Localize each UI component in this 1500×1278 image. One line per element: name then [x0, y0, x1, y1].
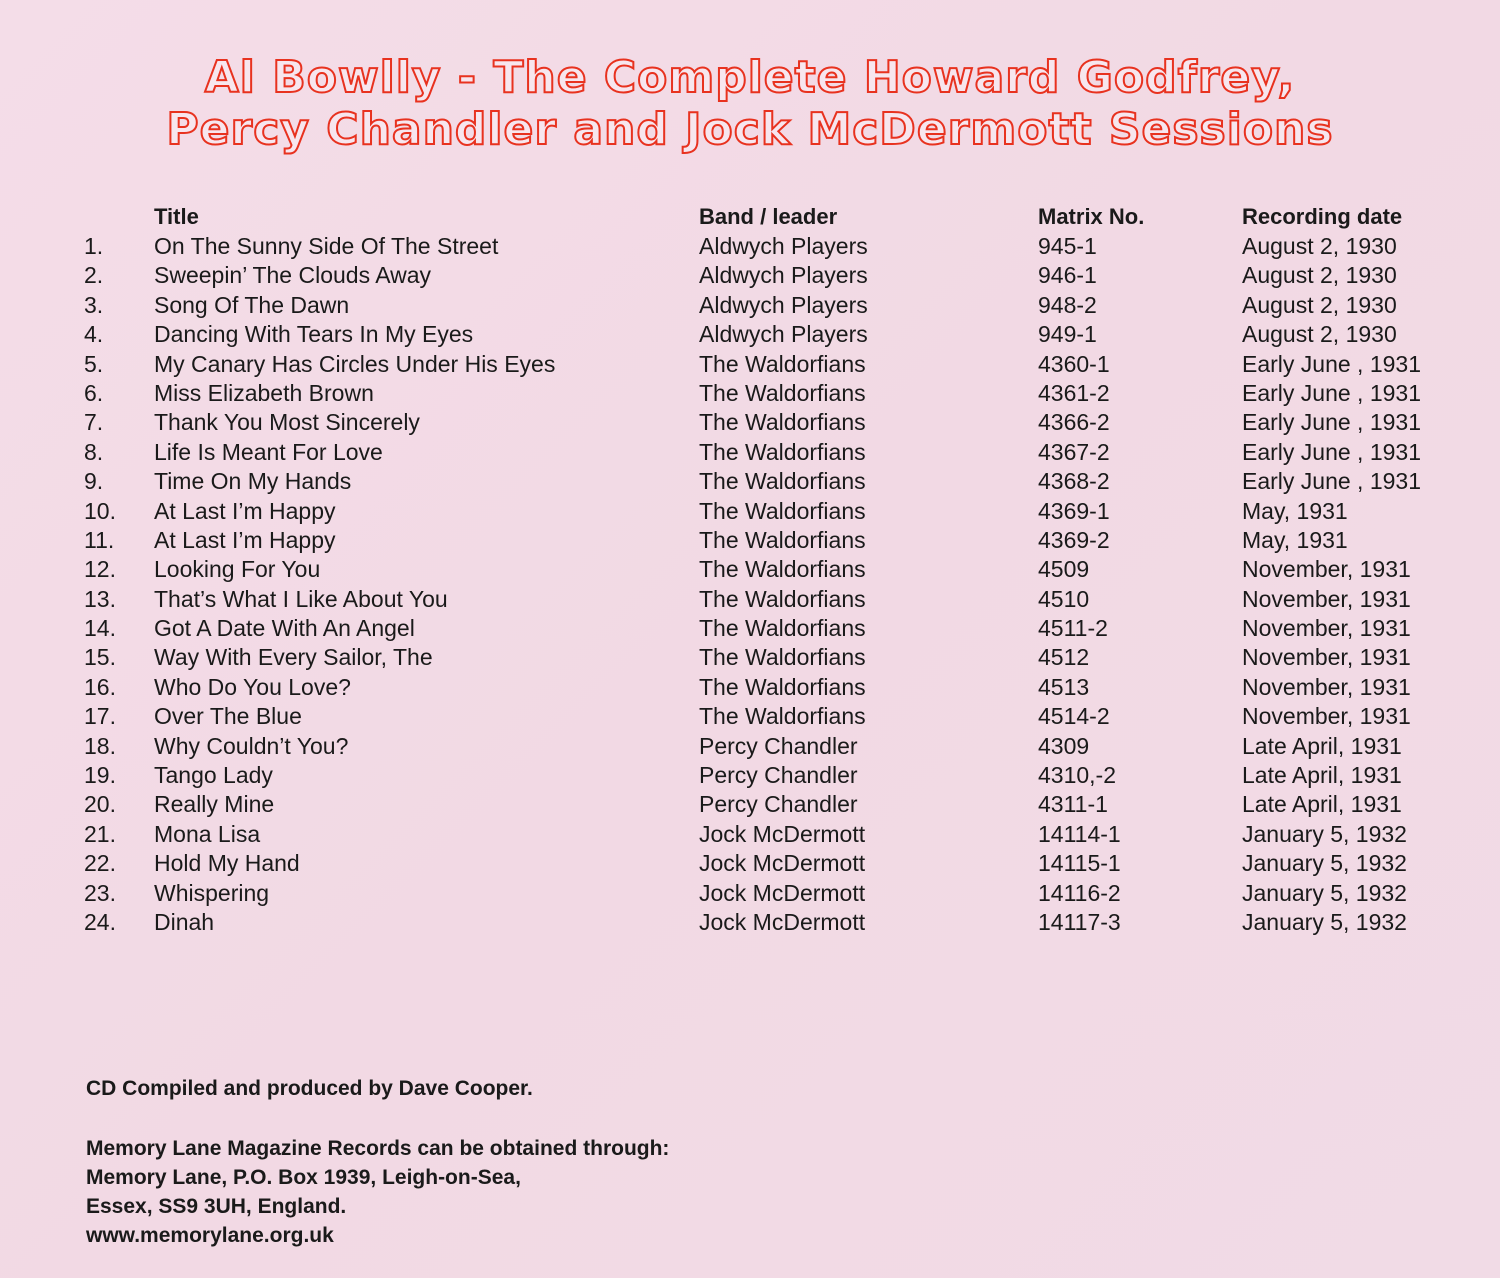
- track-date: November, 1931: [1242, 615, 1411, 642]
- track-band: The Waldorfians: [699, 409, 866, 436]
- track-date: January 5, 1932: [1242, 850, 1407, 877]
- track-band: The Waldorfians: [699, 438, 866, 465]
- track-date: Late April, 1931: [1242, 791, 1402, 818]
- track-number: 10.: [84, 497, 116, 524]
- track-band: Percy Chandler: [699, 762, 858, 789]
- track-matrix: 4511-2: [1038, 615, 1108, 642]
- track-row: [84, 585, 1464, 614]
- track-matrix: 4513: [1038, 673, 1090, 700]
- track-number: 12.: [84, 556, 116, 583]
- track-matrix: 4514-2: [1038, 703, 1110, 730]
- album-title-line-1: Al Bowlly - The Complete Howard Godfrey,: [204, 52, 1296, 103]
- track-title: Sweepin’ The Clouds Away: [154, 262, 432, 289]
- track-matrix: 14117-3: [1038, 908, 1121, 935]
- track-row: [84, 673, 1464, 702]
- track-date: August 2, 1930: [1242, 262, 1397, 289]
- track-rows: [84, 232, 1464, 937]
- track-row: [84, 820, 1464, 849]
- track-title: Tango Lady: [154, 762, 273, 789]
- track-row: [84, 849, 1464, 878]
- header-band: Band / leader: [699, 204, 838, 229]
- track-date: May, 1931: [1242, 497, 1348, 524]
- track-title: Life Is Meant For Love: [154, 438, 383, 465]
- track-list-header: [84, 202, 1464, 232]
- track-number: 23.: [84, 879, 116, 906]
- track-date: Early June , 1931: [1242, 438, 1422, 465]
- track-row: [84, 555, 1464, 584]
- track-band: Percy Chandler: [699, 732, 858, 759]
- track-matrix: 4361-2: [1038, 379, 1110, 406]
- contact-line: Memory Lane, P.O. Box 1939, Leigh-on-Sea,: [86, 1166, 521, 1189]
- track-band: The Waldorfians: [699, 673, 866, 700]
- track-title: On The Sunny Side Of The Street: [154, 233, 499, 259]
- track-band: Jock McDermott: [699, 850, 866, 877]
- track-band: The Waldorfians: [699, 350, 866, 377]
- track-matrix: 948-2: [1038, 291, 1097, 318]
- track-date: January 5, 1932: [1242, 820, 1407, 847]
- track-date: Late April, 1931: [1242, 732, 1402, 759]
- track-number: 21.: [84, 820, 116, 847]
- track-title: Whispering: [154, 879, 270, 906]
- track-band: The Waldorfians: [699, 585, 866, 612]
- track-title: Why Couldn’t You?: [154, 732, 349, 759]
- track-date: Early June , 1931: [1242, 379, 1422, 406]
- track-title: Over The Blue: [154, 703, 302, 730]
- track-number: 5.: [84, 350, 104, 377]
- track-date: January 5, 1932: [1242, 908, 1407, 935]
- track-title: Thank You Most Sincerely: [154, 409, 420, 436]
- track-row: [84, 702, 1464, 731]
- track-number: 16.: [84, 673, 116, 700]
- track-date: August 2, 1930: [1242, 291, 1397, 318]
- track-matrix: 14114-1: [1038, 820, 1121, 847]
- track-title: Got A Date With An Angel: [154, 615, 415, 642]
- track-title: Really Mine: [154, 791, 275, 818]
- track-title: Hold My Hand: [154, 850, 300, 877]
- track-number: 2.: [84, 262, 104, 289]
- track-title: My Canary Has Circles Under His Eyes: [154, 350, 556, 377]
- contact-website: www.memorylane.org.uk: [86, 1224, 334, 1247]
- track-title: At Last I’m Happy: [154, 526, 336, 553]
- track-date: November, 1931: [1242, 644, 1411, 671]
- contact-line: Essex, SS9 3UH, England.: [86, 1195, 347, 1218]
- track-matrix: 946-1: [1038, 262, 1097, 289]
- contact-info: [86, 1134, 669, 1250]
- track-row: [84, 379, 1464, 408]
- track-row: [84, 467, 1464, 496]
- contact-line: Memory Lane Magazine Records can be obtained through:: [86, 1137, 670, 1160]
- track-matrix: 4367-2: [1038, 438, 1110, 465]
- track-row: [84, 790, 1464, 819]
- track-matrix: 4510: [1038, 585, 1090, 612]
- track-row: [84, 438, 1464, 467]
- track-matrix: 14115-1: [1038, 850, 1121, 877]
- track-band: The Waldorfians: [699, 468, 866, 495]
- track-matrix: 949-1: [1038, 321, 1097, 348]
- track-row: [84, 732, 1464, 761]
- track-number: 4.: [84, 321, 104, 348]
- track-date: Early June , 1931: [1242, 468, 1422, 495]
- track-title: Way With Every Sailor, The: [154, 644, 433, 671]
- track-row: [84, 350, 1464, 379]
- track-number: 20.: [84, 791, 116, 818]
- track-row: [84, 408, 1464, 437]
- track-matrix: 4512: [1038, 644, 1090, 671]
- track-band: Jock McDermott: [699, 879, 866, 906]
- track-row: [84, 320, 1464, 349]
- track-title: Song Of The Dawn: [154, 291, 350, 318]
- track-matrix: 4310,-2: [1038, 762, 1117, 789]
- album-title-line-2: Percy Chandler and Jock McDermott Sessions: [166, 104, 1334, 155]
- track-matrix: 4311-1: [1038, 791, 1108, 818]
- track-band: The Waldorfians: [699, 644, 866, 671]
- track-row: [84, 261, 1464, 290]
- track-band: The Waldorfians: [699, 615, 866, 642]
- track-band: Aldwych Players: [699, 291, 868, 318]
- track-number: 15.: [84, 644, 116, 671]
- track-number: 8.: [84, 438, 104, 465]
- track-title: Time On My Hands: [154, 468, 352, 495]
- track-band: Jock McDermott: [699, 908, 866, 935]
- track-row: [84, 291, 1464, 320]
- track-number: 14.: [84, 615, 116, 642]
- track-date: Early June , 1931: [1242, 409, 1422, 436]
- track-date: August 2, 1930: [1242, 233, 1397, 259]
- track-title: Dinah: [154, 908, 215, 935]
- track-number: 9.: [84, 468, 104, 495]
- track-date: Early June , 1931: [1242, 350, 1422, 377]
- track-number: 24.: [84, 908, 116, 935]
- header-title: Title: [154, 204, 199, 229]
- track-row: [84, 614, 1464, 643]
- track-matrix: 4369-2: [1038, 526, 1110, 553]
- track-row: [84, 761, 1464, 790]
- track-number: 7.: [84, 409, 104, 436]
- track-number: 1.: [84, 233, 104, 259]
- track-band: Aldwych Players: [699, 262, 868, 289]
- track-title: At Last I’m Happy: [154, 497, 336, 524]
- track-number: 3.: [84, 291, 104, 318]
- track-title: Who Do You Love?: [154, 673, 351, 700]
- track-date: January 5, 1932: [1242, 879, 1407, 906]
- track-band: Jock McDermott: [699, 820, 866, 847]
- track-matrix: 14116-2: [1038, 879, 1121, 906]
- track-date: November, 1931: [1242, 585, 1411, 612]
- track-title: Dancing With Tears In My Eyes: [154, 321, 474, 348]
- track-number: 13.: [84, 585, 116, 612]
- track-matrix: 4369-1: [1038, 497, 1110, 524]
- track-title: Looking For You: [154, 556, 321, 583]
- track-title: That’s What I Like About You: [154, 585, 448, 612]
- track-title: Miss Elizabeth Brown: [154, 379, 374, 406]
- track-band: Aldwych Players: [699, 321, 868, 348]
- track-date: November, 1931: [1242, 673, 1411, 700]
- track-number: 11.: [84, 526, 115, 553]
- header-date: Recording date: [1242, 204, 1403, 229]
- track-row: [84, 643, 1464, 672]
- track-band: The Waldorfians: [699, 497, 866, 524]
- track-date: Late April, 1931: [1242, 762, 1402, 789]
- track-matrix: 4368-2: [1038, 468, 1110, 495]
- producer-credit: CD Compiled and produced by Dave Cooper.: [86, 1077, 533, 1100]
- track-date: November, 1931: [1242, 703, 1411, 730]
- track-date: May, 1931: [1242, 526, 1348, 553]
- track-number: 6.: [84, 379, 104, 406]
- track-matrix: 4366-2: [1038, 409, 1110, 436]
- track-band: The Waldorfians: [699, 379, 866, 406]
- track-matrix: 945-1: [1038, 233, 1097, 259]
- track-date: August 2, 1930: [1242, 321, 1397, 348]
- track-row: [84, 908, 1464, 937]
- track-list: [84, 202, 1464, 937]
- track-band: The Waldorfians: [699, 526, 866, 553]
- track-number: 18.: [84, 732, 116, 759]
- track-row: [84, 497, 1464, 526]
- track-matrix: 4360-1: [1038, 350, 1110, 377]
- track-band: Percy Chandler: [699, 791, 858, 818]
- track-matrix: 4509: [1038, 556, 1090, 583]
- track-number: 19.: [84, 762, 116, 789]
- track-band: The Waldorfians: [699, 556, 866, 583]
- track-band: The Waldorfians: [699, 703, 866, 730]
- header-matrix: Matrix No.: [1038, 204, 1145, 229]
- track-title: Mona Lisa: [154, 820, 261, 847]
- track-row: [84, 526, 1464, 555]
- track-row: [84, 232, 1464, 261]
- track-band: Aldwych Players: [699, 233, 868, 259]
- track-number: 22.: [84, 850, 116, 877]
- track-matrix: 4309: [1038, 732, 1090, 759]
- track-date: November, 1931: [1242, 556, 1411, 583]
- track-row: [84, 879, 1464, 908]
- track-number: 17.: [84, 703, 116, 730]
